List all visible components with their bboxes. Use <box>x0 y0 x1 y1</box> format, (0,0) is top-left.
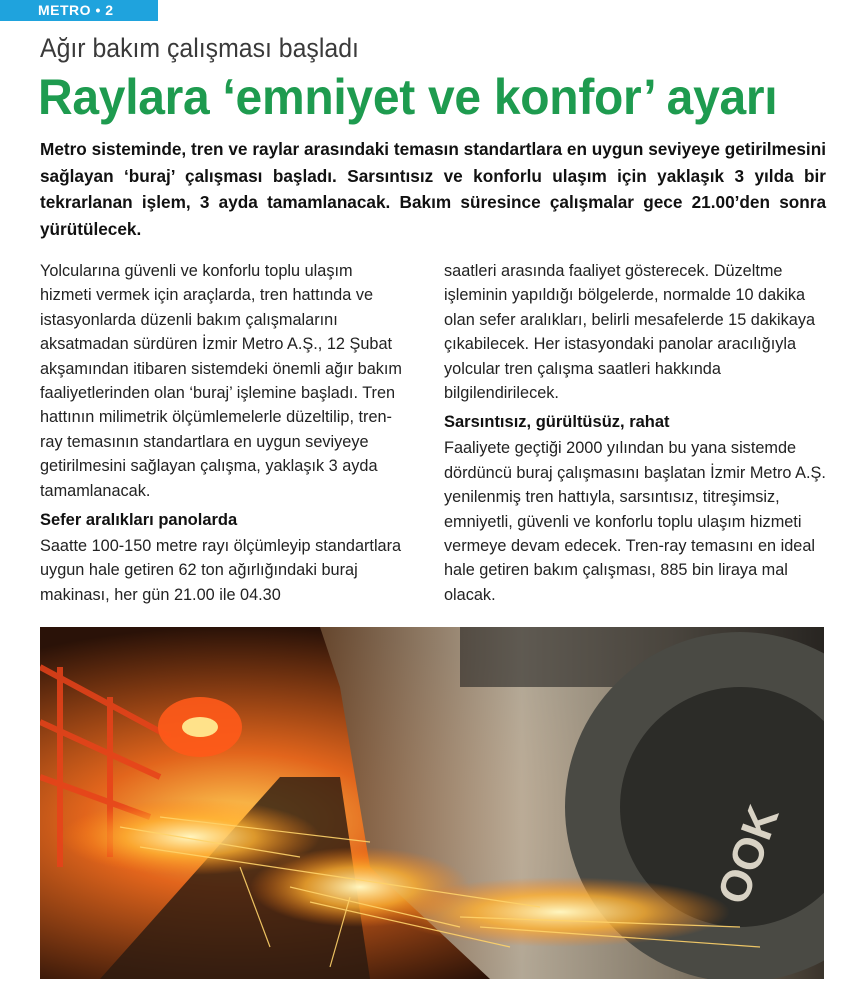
tire-text: OOK <box>708 799 789 911</box>
lead-paragraph: Metro sisteminde, tren ve raylar arasındaki temasın standartlara en uygun seviyeye getirilmesini sağlayan ‘buraj’ çalışması başladı. Sarsıntısız ve konforlu ulaşım için yaklaşık 3 yılda bir tekrarlanan işlem, 3 ayda tamamlanacak. Bakım süresince çalışmalar gece 21.00’den sonra yürütülecek. <box>40 139 826 239</box>
body-paragraph-3: saatleri arasında faaliyet gösterecek. Düzeltme işleminin yapıldığı bölgelerde, normalde 10 dakika olan sefer aralıkları, belirli mesafelerde 15 dakikaya çıkabilecek. Her istasyondaki panolar aracılığıyla yolcular tren çalışma saatleri hakkında bilgilendirilecek. <box>444 262 816 403</box>
body-paragraph-2: Saatte 100-150 metre rayı ölçümleyip standartlara uygun hale getiren 62 ton ağırlığındaki buraj makinası, her gün 21.00 ile 04.30 <box>40 537 402 604</box>
article-photo <box>40 627 824 979</box>
kicker: Ağır bakım çalışması başladı <box>40 33 359 63</box>
subheading-sefer: Sefer aralıkları panolarda <box>40 511 238 530</box>
section-tag: METRO • 2 <box>0 0 158 21</box>
body-paragraph-4: Faaliyete geçtiği 2000 yılından bu yana sistemde dördüncü buraj çalışmasını başlatan İzmir Metro A.Ş. yenilenmiş tren hattıyla, sarsıntısız, titreşimsiz, emniyetli, güvenli ve konforlu toplu ulaşım hizmeti vermeye devam edecek. Tren-ray temasını en ideal hale getiren bakım çalışması, 885 bin liraya mal olacak. <box>444 439 826 604</box>
column-right <box>444 259 830 607</box>
column-left <box>40 259 402 607</box>
headline: Raylara ‘emniyet ve konfor’ ayarı <box>38 69 778 125</box>
subheading-sarsintisiz: Sarsıntısız, gürültüsüz, rahat <box>444 413 670 432</box>
photo-illustration <box>40 627 824 979</box>
body-paragraph-1: Yolcularına güvenli ve konforlu toplu ulaşım hizmeti vermek için araçlarda, tren hattında ve istasyonlarda düzenli bakım çalışmalarını aksatmadan sürdüren İzmir Metro A.Ş., 12 Şubat akşamından itibaren sistemdeki önemli ağır bakım faaliyetlerinden olan ‘buraj’ işlemine başladı. Tren hattının milimetrik ölçümlemelerle düzeltilip, tren-ray temasının standartlara en uygun seviyeye getirilmesini sağlayan çalışma, yaklaşık 3 ayda tamamlanacak. <box>40 262 402 500</box>
